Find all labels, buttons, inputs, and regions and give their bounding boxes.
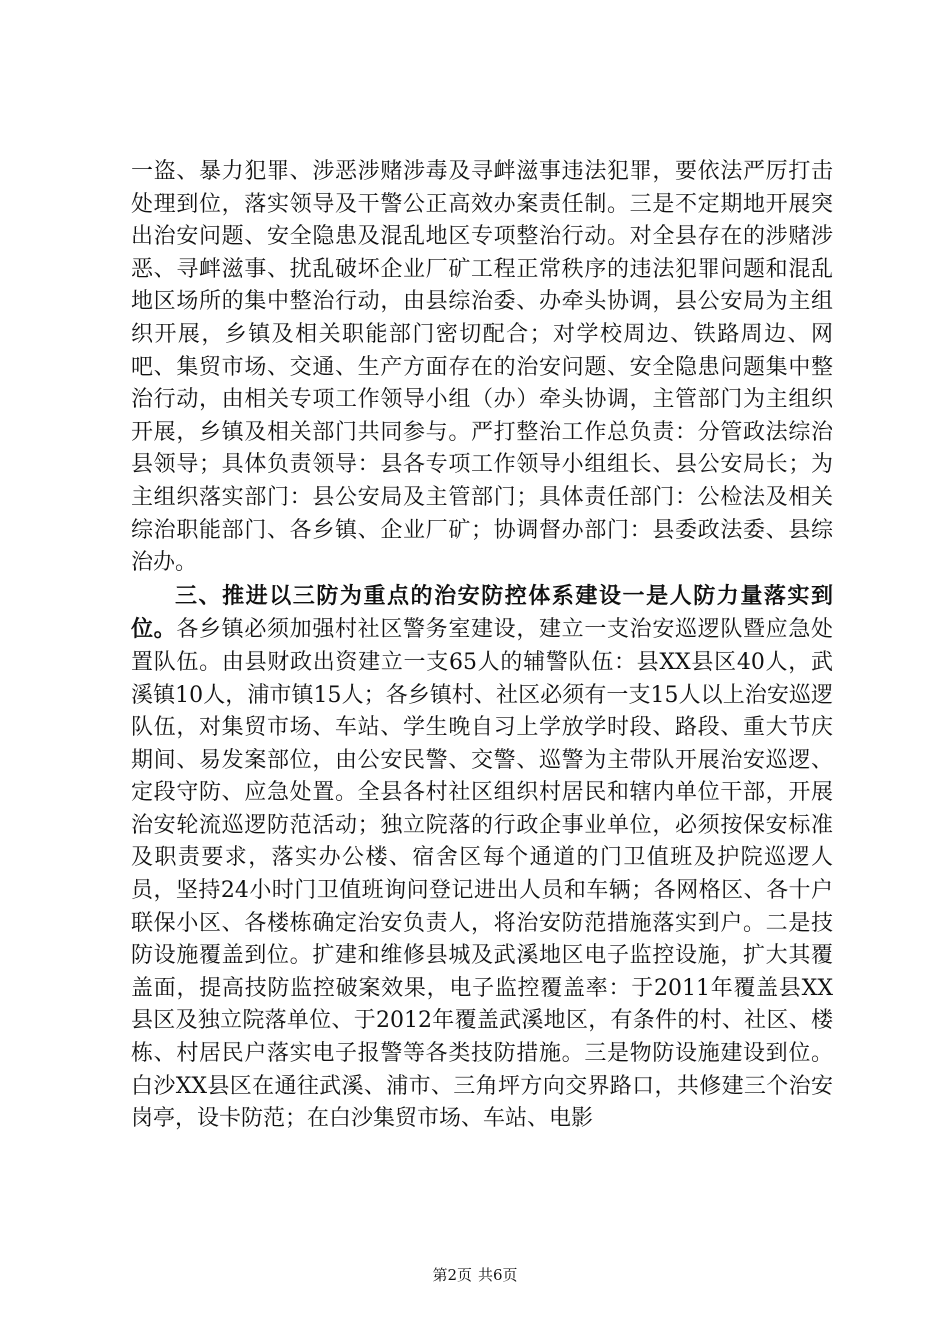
- paragraph-1: 一盗、暴力犯罪、涉恶涉赌涉毒及寻衅滋事违法犯罪，要依法严厉打击处理到位，落实领导及干警公正高效办案责任制。三是不定期地开展突出治安问题、安全隐患及混乱地区专项整治行动。对全县存在的涉赌涉恶、寻衅滋事、扰乱破坏企业厂矿工程正常秩序的违法犯罪问题和混乱地区场所的集中整治行动，由县综治委、办牵头协调，县公安局为主组织开展，乡镇及相关职能部门密切配合；对学校周边、铁路周边、网吧、集贸市场、交通、生产方面存在的治安问题、安全隐患问题集中整治行动，由相关专项工作领导小组（办）牵头协调，主管部门为主组织开展，乡镇及相关部门共同参与。严打整治工作总负责：分管政法综治县领导；具体负责领导：县各专项工作领导小组组长、县公安局长；为主组织落实部门：县公安局及主管部门；具体责任部门：公检法及相关综治职能部门、各乡镇、企业厂矿；协调督办部门：县委政法委、县综治办。: [131, 159, 833, 576]
- page-total: 共6页: [478, 1266, 518, 1284]
- page-footer: [0, 1264, 950, 1285]
- section-heading: 三、推进以三防为重点的治安防控体系建设一是人防力量落实到位。: [131, 582, 833, 643]
- page-number: 第2页: [432, 1266, 472, 1284]
- paragraph-2: [131, 580, 833, 1136]
- document-body: [131, 156, 833, 1136]
- paragraph-2-body: 各乡镇必须加强村社区警务室建设，建立一支治安巡逻队暨应急处置队伍。由县财政出资建立一支65人的辅警队伍：县XX县区40人，武溪镇10人，浦市镇15人；各乡镇村、社区必须有一支15人以上治安巡逻队伍，对集贸市场、车站、学生晚自习上学放学时段、路段、重大节庆期间、易发案部位，由公安民警、交警、巡警为主带队开展治安巡逻、定段守防、应急处置。全县各村社区组织村居民和辖内单位干部，开展治安轮流巡逻防范活动；独立院落的行政企事业单位，必须按保安标准及职责要求，落实办公楼、宿舍区每个通道的门卫值班及护院巡逻人员，坚持24小时门卫值班询问登记进出人员和车辆；各网格区、各十户联保小区、各楼栋确定治安负责人，将治安防范措施落实到户。二是技防设施覆盖到位。扩建和维修县城及武溪地区电子监控设施，扩大其覆盖面，提高技防监控破案效果，电子监控覆盖率：于2011年覆盖县XX县区及独立院落单位、于2012年覆盖武溪地区，有条件的村、社区、楼栋、村居民户落实电子报警等各类技防措施。三是物防设施建设到位。白沙XX县区在通往武溪、浦市、三角坪方向交界路口，共修建三个治安岗亭，设卡防范；在白沙集贸市场、车站、电影: [131, 617, 833, 1132]
